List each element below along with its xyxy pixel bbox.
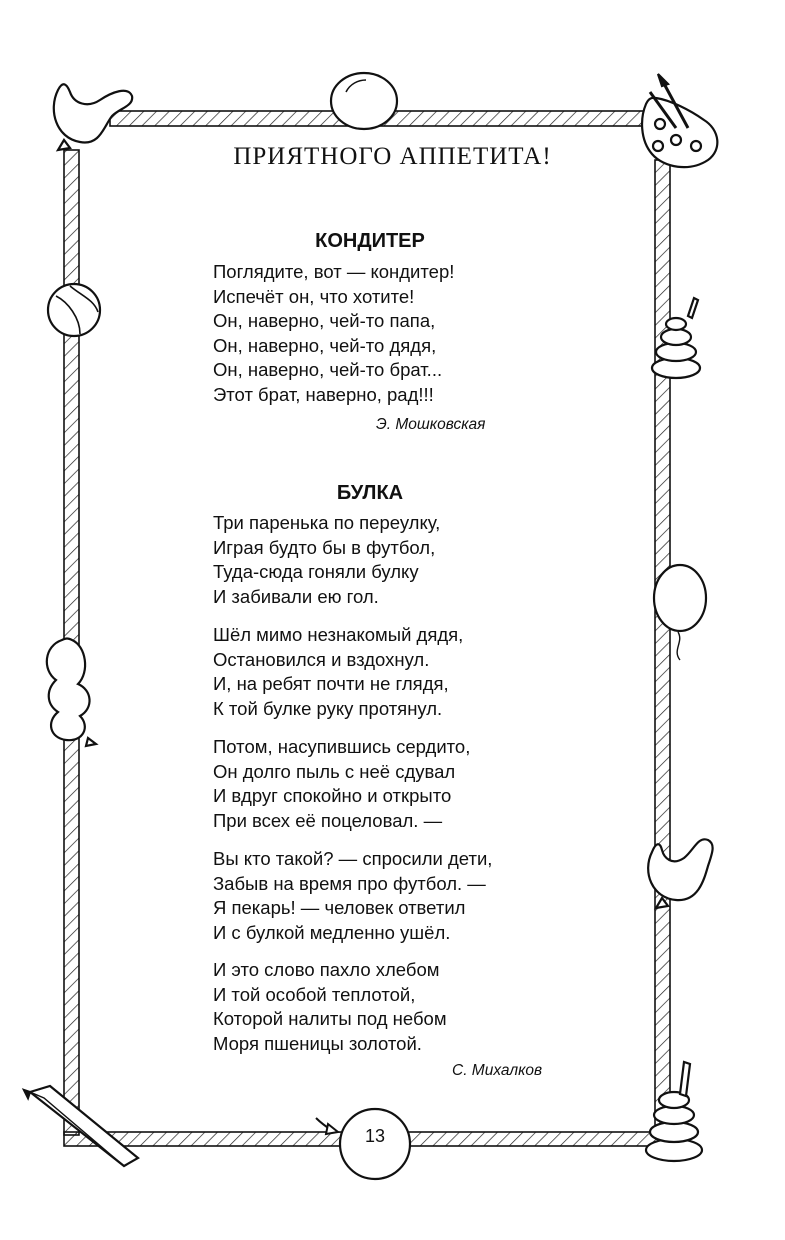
page-title: ПРИЯТНОГО АППЕТИТА! <box>233 143 552 170</box>
poem-line: Испечёт он, что хотите! <box>213 285 415 307</box>
poem-line: Играя будто бы в футбол, <box>213 536 436 558</box>
poem-line: Он, наверно, чей-то брат... <box>213 359 443 380</box>
poem-line: Шёл мимо незнакомый дядя, <box>213 624 464 645</box>
poem-line: И той особой теплотой, <box>213 983 416 1005</box>
long-balloon-icon <box>47 639 96 747</box>
poem-line: И забивали ею гол. <box>213 585 379 607</box>
poem-line: Поглядите, вот — кондитер! <box>213 261 455 282</box>
poem-line: Этот брат, наверно, рад!!! <box>213 383 434 405</box>
poem-line: И с булкой медленно ушёл. <box>213 921 451 943</box>
stanza <box>213 623 593 721</box>
poem-line: Моря пшеницы золотой. <box>213 1032 422 1054</box>
round-balloon-icon <box>331 73 397 129</box>
stanza <box>213 958 593 1056</box>
poem-line: И, на ребят почти не глядя, <box>213 673 449 694</box>
poem-line: Вы кто такой? — спросили дети, <box>213 848 493 869</box>
stanza <box>213 511 593 609</box>
poem-line: Я пекарь! — человек ответил <box>213 897 466 918</box>
poem-line: Которой налиты под небом <box>213 1008 447 1029</box>
poem-line: Он, наверно, чей-то папа, <box>213 310 436 331</box>
poem-line: При всех её поцеловал. — <box>213 809 443 831</box>
poem-line: Потом, насупившись сердито, <box>213 736 471 757</box>
pencil-icon <box>24 1086 138 1166</box>
poem-line: И это слово пахло хлебом <box>213 959 440 980</box>
poem-line: Туда-сюда гоняли булку <box>213 561 419 582</box>
poem-line: К той булке руку протянул. <box>213 697 443 719</box>
stanza <box>213 735 593 833</box>
poem-line: Три паренька по переулку, <box>213 512 441 533</box>
poem-line: Остановился и вздохнул. <box>213 648 430 670</box>
poem-line: Он, наверно, чей-то дядя, <box>213 334 437 356</box>
page-number: 13 <box>364 1126 386 1146</box>
poem-title-bulka: БУЛКА <box>336 482 404 504</box>
poem-author: С. Михалков <box>452 1062 543 1079</box>
poem-title-konditer: КОНДИТЕР <box>315 230 425 252</box>
stanza <box>213 260 593 407</box>
poem-line: Забыв на время про футбол. — <box>213 872 486 894</box>
ball-icon <box>48 284 100 336</box>
stanza <box>213 847 593 945</box>
poem-line: Он долго пыль с неё сдувал <box>213 760 456 782</box>
poem-line: И вдруг спокойно и открыто <box>213 785 452 806</box>
poem-author: Э. Мошковская <box>376 416 486 433</box>
